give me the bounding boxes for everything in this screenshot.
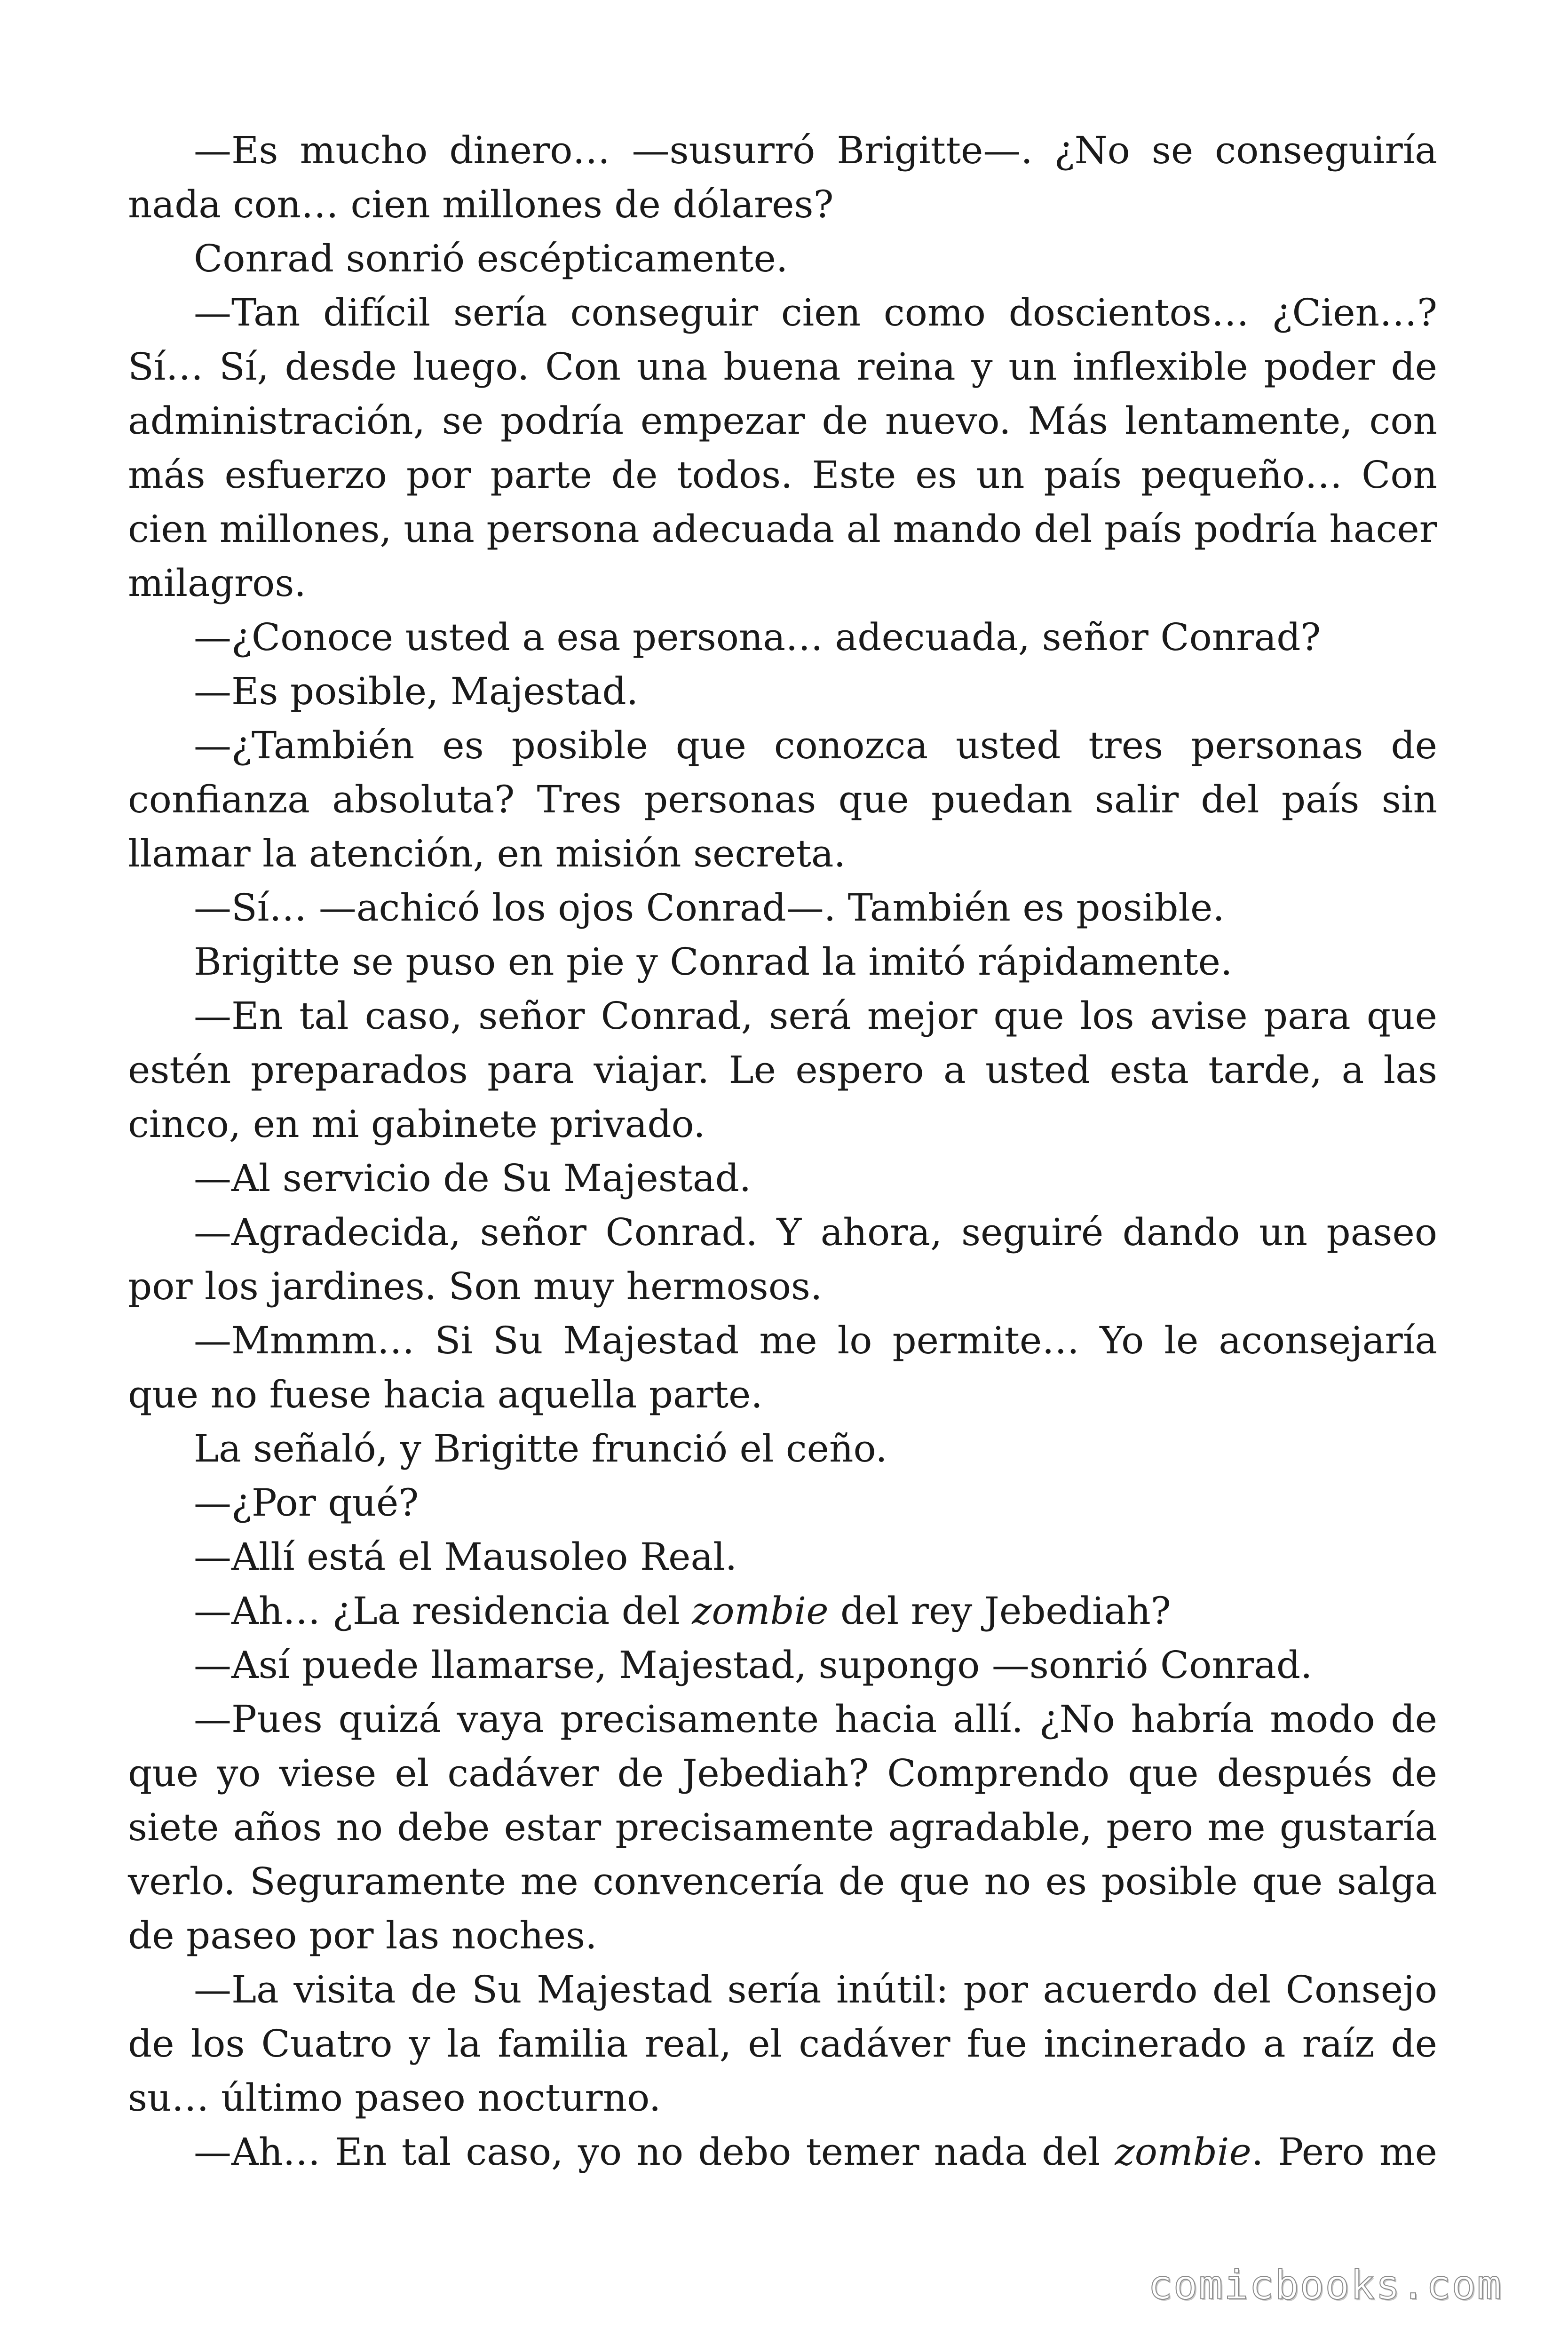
paragraph — [128, 2125, 1437, 2179]
paragraph-segment: —Ah… En tal caso, yo no debo temer nada del — [194, 2130, 1115, 2174]
paragraph-segment: del rey Jebediah? — [828, 1589, 1171, 1633]
paragraph: —En tal caso, señor Conrad, será mejor que los avise para que estén preparados para viajar. Le espero a usted esta tarde, a las cinco, en mi gabinete privado. — [128, 994, 1437, 1146]
paragraph: Brigitte se puso en pie y Conrad la imitó rápidamente. — [194, 940, 1233, 984]
paragraph: —¿Por qué? — [194, 1481, 419, 1525]
paragraph: Conrad sonrió escépticamente. — [194, 237, 788, 280]
paragraph-segment: . Pero me — [1251, 2130, 1437, 2174]
italic-word: zombie — [692, 1589, 829, 1633]
body-text — [128, 123, 1437, 2179]
paragraph: —Es mucho dinero… —susurró Brigitte—. ¿No se conseguiría nada con… cien millones de dólares? — [128, 128, 1437, 226]
paragraph: —Tan difícil sería conseguir cien como doscientos… ¿Cien…? Sí… Sí, desde luego. Con una buena reina y un inflexible poder de administración, se podría empezar de nuevo. Más lentamente, con más esfuerzo por parte de todos. Este es un país pequeño… Con cien millones, una persona adecuada al mando del país podría hacer milagros. — [128, 291, 1437, 605]
paragraph: —Al servicio de Su Majestad. — [194, 1156, 752, 1200]
italic-word: zombie — [1115, 2130, 1251, 2174]
paragraph: —Es posible, Majestad. — [194, 669, 639, 713]
paragraph: —Sí… —achicó los ojos Conrad—. También es posible. — [194, 886, 1225, 930]
paragraph: —¿Conoce usted a esa persona… adecuada, señor Conrad? — [194, 615, 1321, 659]
paragraph: —Así puede llamarse, Majestad, supongo —sonrió Conrad. — [194, 1643, 1313, 1687]
paragraph — [128, 1584, 1437, 1638]
paragraph: —Mmmm… Si Su Majestad me lo permite… Yo le aconsejaría que no fuese hacia aquella parte. — [128, 1319, 1437, 1416]
paragraph: —Agradecida, señor Conrad. Y ahora, seguiré dando un paseo por los jardines. Son muy hermosos. — [128, 1210, 1437, 1308]
paragraph: La señaló, y Brigitte frunció el ceño. — [194, 1427, 887, 1470]
paragraph: —Allí está el Mausoleo Real. — [194, 1535, 737, 1579]
paragraph: —Pues quizá vaya precisamente hacia allí. ¿No habría modo de que yo viese el cadáver de Jebediah? Comprendo que después de siete años no debe estar precisamente agradable, pero me gustaría verlo. Seguramente me convencería de que no es posible que salga de paseo por las noches. — [128, 1697, 1437, 1957]
paragraph: —¿También es posible que conozca usted tres personas de confianza absoluta? Tres personas que puedan salir del país sin llamar la atención, en misión secreta. — [128, 723, 1437, 875]
watermark-logo: comicbooks.com — [1148, 2262, 1502, 2309]
paragraph-segment: —Ah… ¿La residencia del — [194, 1589, 692, 1633]
paragraph: —La visita de Su Majestad sería inútil: por acuerdo del Consejo de los Cuatro y la familia real, el cadáver fue incinerado a raíz de su… último paseo nocturno. — [128, 1968, 1437, 2120]
